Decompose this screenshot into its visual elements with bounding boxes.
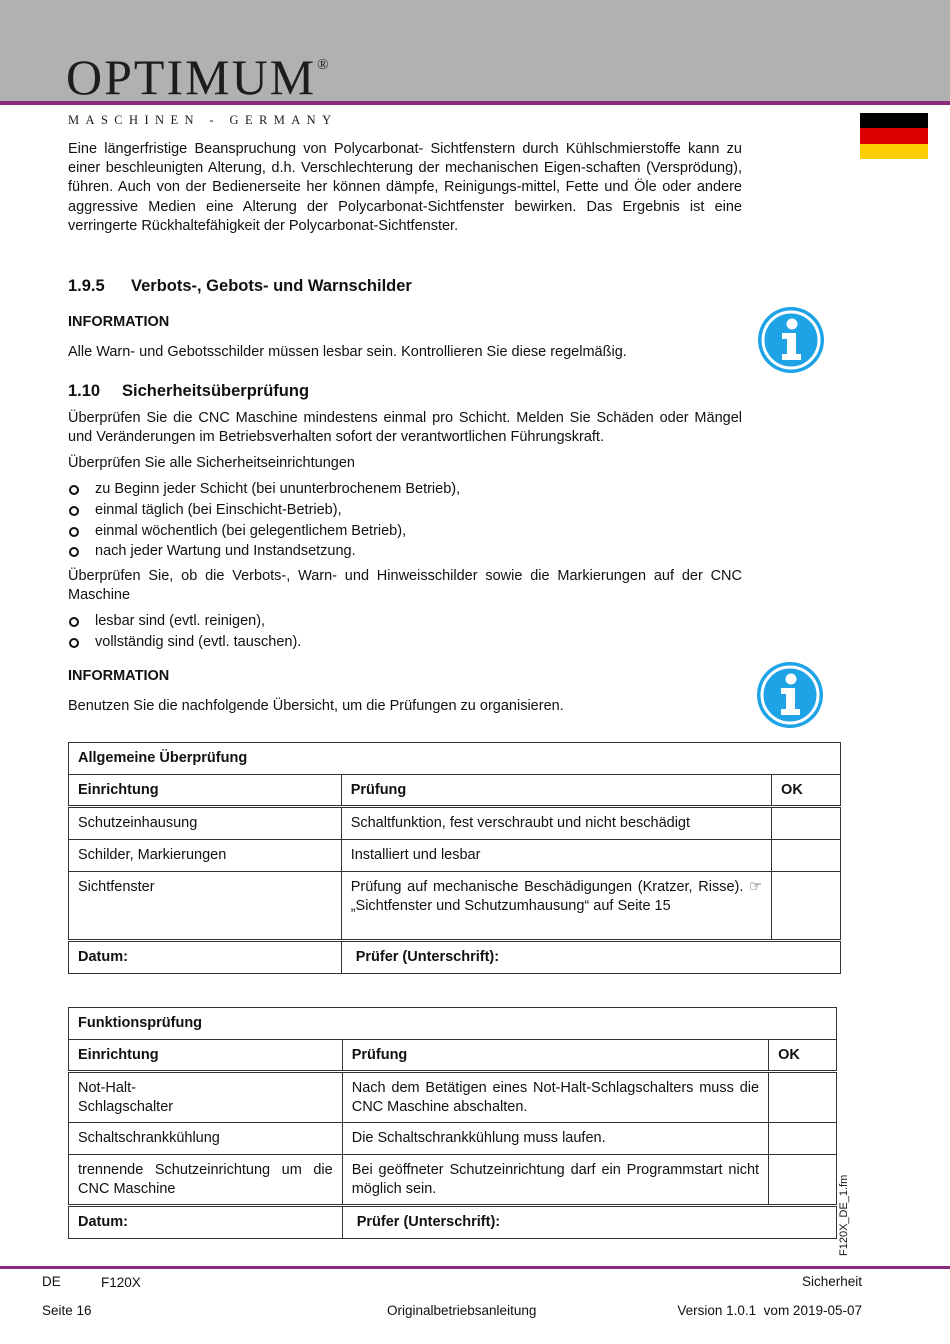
ok-checkbox-cell[interactable] [769, 1123, 837, 1155]
footer-accent-line [0, 1266, 950, 1269]
bullet-icon [69, 485, 79, 495]
table-cell: Die Schaltschrankkühlung muss laufen. [342, 1123, 768, 1155]
ok-checkbox-cell[interactable] [769, 1072, 837, 1123]
table-footer-row [69, 1206, 837, 1239]
paragraph-check-devices: Überprüfen Sie alle Sicherheitseinrichtungen [68, 455, 355, 471]
table-footer-row [69, 941, 841, 974]
table-title: Allgemeine Überprüfung [69, 743, 841, 775]
registered-mark: ® [317, 57, 331, 73]
table-row [69, 1123, 837, 1155]
table-title: Funktionsprüfung [69, 1008, 837, 1040]
table-cell-reference: Prüfung auf mechanische Beschädigungen (Kratzer, Risse). ☞ „Sichtfenster und Schutzumhausung“ auf Seite 15 [341, 872, 771, 941]
footer-model: F120X [101, 1275, 141, 1290]
table-row [69, 872, 841, 941]
list-item: vollständig sind (evtl. tauschen). [68, 632, 301, 653]
table-row [69, 1072, 837, 1123]
table-cell: Bei geöffneter Schutzeinrichtung darf ein Programmstart nicht möglich sein. [342, 1155, 768, 1206]
signature-field[interactable]: Prüfer (Unterschrift): [342, 1206, 836, 1239]
bullet-icon [69, 617, 79, 627]
bullet-icon [69, 527, 79, 537]
ok-checkbox-cell[interactable] [772, 872, 841, 941]
list-item: einmal wöchentlich (bei gelegentlichem Betrieb), [68, 521, 460, 542]
flag-stripe-red [860, 128, 928, 143]
section-number: 1.10 [68, 382, 101, 400]
table-cell: Sichtfenster [69, 872, 342, 941]
info-icon [756, 661, 824, 729]
paragraph-check-shift: Überprüfen Sie die CNC Maschine mindestens einmal pro Schicht. Melden Sie Schäden oder Mängel und Veränderungen im Betriebsverhalten sofort der verantwortlichen Führungskraft. [68, 410, 742, 446]
table-header-row [69, 775, 841, 807]
ok-checkbox-cell[interactable] [769, 1155, 837, 1206]
info-text: Alle Warn- und Gebotsschilder müssen lesbar sein. Kontrollieren Sie diese regelmäßig. [68, 344, 627, 360]
section-heading-1-10 [68, 382, 309, 401]
bullet-icon [69, 506, 79, 516]
column-header: Prüfung [341, 775, 771, 807]
table-header-row [69, 1040, 837, 1072]
column-header: Einrichtung [69, 775, 342, 807]
info-label: INFORMATION [68, 314, 170, 330]
table-cell: trennende Schutzeinrichtung um die CNC Maschine [69, 1155, 343, 1206]
list-item: lesbar sind (evtl. reinigen), [68, 611, 301, 632]
footer-page-number: Seite 16 [42, 1303, 92, 1318]
table-cell: Schaltschrankkühlung [69, 1123, 343, 1155]
table-row [69, 840, 841, 872]
bullet-icon [69, 547, 79, 557]
date-field[interactable]: Datum: [69, 941, 342, 974]
signature-field[interactable]: Prüfer (Unterschrift): [341, 941, 840, 974]
column-header: OK [772, 775, 841, 807]
column-header: OK [769, 1040, 837, 1072]
ok-checkbox-cell[interactable] [772, 807, 841, 840]
germany-flag-icon [860, 113, 928, 159]
table-cell: Nach dem Betätigen eines Not-Halt-Schlagschalters muss die CNC Maschine abschalten. [342, 1072, 768, 1123]
flag-stripe-gold [860, 144, 928, 159]
info-icon [757, 306, 825, 374]
table-cell: Installiert und lesbar [341, 840, 771, 872]
list-item: nach jeder Wartung und Instandsetzung. [68, 541, 460, 562]
table-cell: Schaltfunktion, fest verschraubt und nicht beschädigt [341, 807, 771, 840]
footer-version: Version 1.0.1 vom 2019-05-07 [677, 1303, 862, 1318]
footer-doc-type: Originalbetriebsanleitung [387, 1303, 537, 1318]
bullet-list-signs [68, 611, 301, 653]
section-title: Verbots-, Gebots- und Warnschilder [131, 277, 412, 295]
info-label: INFORMATION [68, 668, 170, 684]
section-number: 1.9.5 [68, 277, 105, 295]
table-general-check [68, 742, 841, 974]
brand-logo [66, 49, 331, 105]
bullet-icon [69, 638, 79, 648]
table-function-check [68, 1007, 837, 1239]
list-item: zu Beginn jeder Schicht (bei ununterbrochenem Betrieb), [68, 479, 460, 500]
footer-language: DE [42, 1274, 61, 1289]
bullet-list-intervals [68, 479, 460, 562]
column-header: Prüfung [342, 1040, 768, 1072]
file-name-label: F120X_DE_1.fm [838, 1174, 850, 1256]
flag-stripe-black [860, 113, 928, 128]
brand-subtitle: MASCHINEN - GERMANY [68, 113, 338, 127]
logo-text: OPTIMUM [66, 49, 317, 105]
column-header: Einrichtung [69, 1040, 343, 1072]
table-cell: Not-Halt- Schlagschalter [69, 1072, 343, 1123]
table-cell: Schutzeinhausung [69, 807, 342, 840]
table-cell: Schilder, Markierungen [69, 840, 342, 872]
list-item: einmal täglich (bei Einschicht-Betrieb), [68, 500, 460, 521]
intro-paragraph: Eine längerfristige Beanspruchung von Polycarbonat- Sichtfenstern durch Kühlschmierstoffe kann zu einer beschleunigten Alterung, d.h. Verschlechterung der mechanischen Eigen-schaften (Versprödung), führen. Auch von der Bedienerseite her können dämpfe, Reinigungs-mittel, Fette und Öle oder andere aggressive Medien eine Alterung der Polycarbonat-Sichtfenster bewirken. Das Ergebnis ist eine verringerte Rückhaltefähigkeit der Polycarbonat-Sichtfenster. [68, 141, 742, 234]
ok-checkbox-cell[interactable] [772, 840, 841, 872]
table-row [69, 807, 841, 840]
section-title: Sicherheitsüberprüfung [122, 382, 310, 400]
table-row [69, 1155, 837, 1206]
paragraph-check-signs: Überprüfen Sie, ob die Verbots-, Warn- und Hinweisschilder sowie die Markierungen auf der CNC Maschine [68, 568, 742, 604]
table-title-row [69, 743, 841, 775]
table-title-row [69, 1008, 837, 1040]
info-text: Benutzen Sie die nachfolgende Übersicht, um die Prüfungen zu organisieren. [68, 698, 564, 714]
footer-chapter: Sicherheit [801, 1274, 862, 1289]
section-heading-1-9-5 [68, 277, 412, 296]
date-field[interactable]: Datum: [69, 1206, 343, 1239]
